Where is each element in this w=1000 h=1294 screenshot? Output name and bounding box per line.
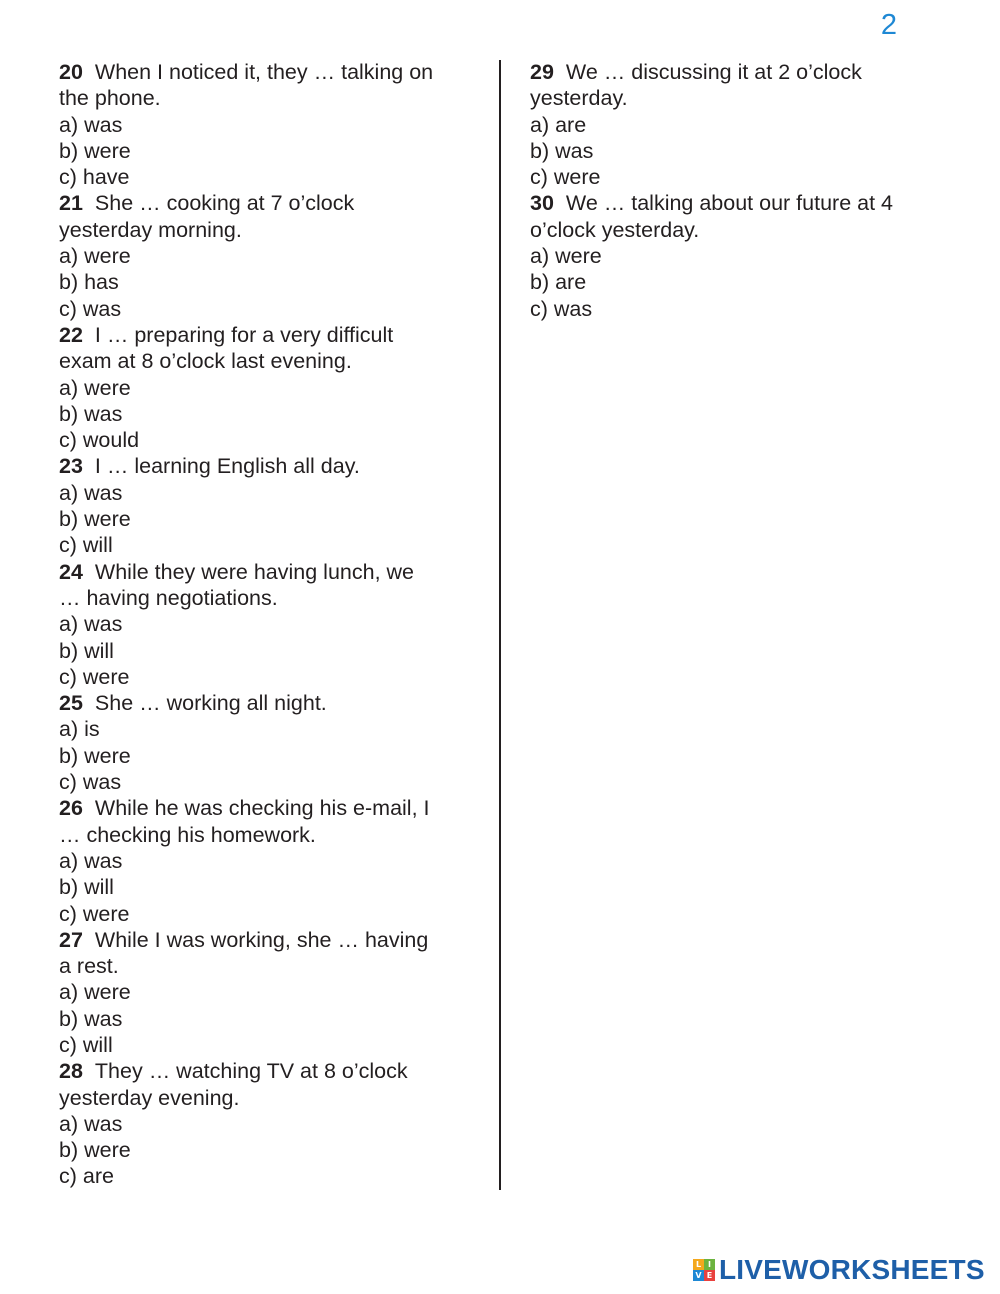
- liveworksheets-logo-icon: [693, 1259, 715, 1281]
- question-text: While he was checking his e-mail, I: [94, 796, 430, 821]
- question-text: We … discussing it at 2 o’clock: [565, 60, 862, 84]
- question-text-line: [59, 453, 479, 479]
- question-29: [530, 59, 950, 190]
- logo-icon-letter: L: [693, 1259, 704, 1270]
- question-20: [59, 59, 479, 190]
- question-25: [59, 690, 479, 795]
- answer-option[interactable]: a) were: [530, 244, 602, 269]
- answer-option[interactable]: b) was: [59, 401, 123, 426]
- answer-option[interactable]: c) was: [59, 770, 122, 795]
- question-text: I … learning English all day.: [94, 454, 360, 479]
- answer-option[interactable]: c) was: [530, 296, 593, 321]
- answer-option[interactable]: c) was: [59, 296, 122, 321]
- left-column: [59, 59, 479, 1190]
- column-divider: [499, 60, 501, 1190]
- answer-option[interactable]: b) were: [59, 1138, 131, 1163]
- answer-option[interactable]: a) is: [59, 717, 100, 742]
- question-27: [59, 927, 479, 1058]
- question-text-line: [59, 85, 479, 111]
- question-number: 22: [59, 322, 83, 347]
- question-text-line: [530, 85, 950, 111]
- question-text: We … talking about our future at 4: [565, 191, 893, 216]
- question-text-line: [59, 190, 479, 216]
- question-text: the phone.: [59, 86, 161, 111]
- question-text-line: [530, 190, 950, 216]
- liveworksheets-logo: [693, 1255, 985, 1285]
- answer-option[interactable]: a) were: [59, 375, 131, 400]
- answer-option[interactable]: c) would: [59, 428, 140, 453]
- question-text: yesterday morning.: [59, 217, 242, 242]
- question-text: When I noticed it, they … talking on: [94, 60, 434, 84]
- question-text: exam at 8 o’clock last evening.: [59, 349, 352, 374]
- question-number: 24: [59, 559, 83, 584]
- question-text-line: [59, 322, 479, 348]
- answer-option[interactable]: c) were: [59, 901, 130, 926]
- answer-option[interactable]: b) were: [59, 138, 131, 163]
- question-number: 20: [59, 60, 83, 84]
- answer-option[interactable]: c) were: [530, 165, 601, 190]
- answer-option[interactable]: a) was: [59, 612, 123, 637]
- question-number: 29: [530, 60, 554, 84]
- question-28: [59, 1058, 479, 1189]
- page-number: 2: [880, 9, 897, 41]
- question-text-line: [59, 559, 479, 585]
- answer-option[interactable]: c) will: [59, 533, 113, 558]
- question-text-line: [59, 1058, 479, 1084]
- question-text: While I was working, she … having: [94, 927, 429, 952]
- question-text-line: [59, 348, 479, 374]
- answer-option[interactable]: b) will: [59, 875, 114, 900]
- answer-option[interactable]: c) were: [59, 664, 130, 689]
- answer-option[interactable]: a) was: [59, 1111, 123, 1136]
- answer-option[interactable]: b) has: [59, 270, 119, 295]
- logo-icon-letter: E: [704, 1270, 715, 1281]
- answer-option[interactable]: b) are: [530, 270, 587, 295]
- answer-option[interactable]: a) were: [59, 980, 131, 1005]
- answer-option[interactable]: b) will: [59, 638, 114, 663]
- question-text: o’clock yesterday.: [530, 217, 700, 242]
- question-text-line: [530, 59, 950, 85]
- question-text-line: [59, 59, 479, 85]
- answer-option[interactable]: b) were: [59, 507, 131, 532]
- logo-text: LIVEWORKSHEETS: [719, 1254, 985, 1285]
- question-text-line: [59, 585, 479, 611]
- question-number: 30: [530, 191, 554, 216]
- answer-option[interactable]: c) will: [59, 1032, 113, 1057]
- question-22: [59, 322, 479, 453]
- question-text-line: [59, 1085, 479, 1111]
- question-text: I … preparing for a very difficult: [94, 322, 394, 347]
- question-number: 23: [59, 454, 83, 479]
- question-number: 28: [59, 1059, 83, 1084]
- question-number: 26: [59, 796, 83, 821]
- logo-icon-letter: I: [704, 1259, 715, 1270]
- answer-option[interactable]: a) was: [59, 848, 123, 873]
- question-text: yesterday evening.: [59, 1085, 240, 1110]
- question-number: 21: [59, 191, 83, 216]
- question-text-line: [59, 927, 479, 953]
- answer-option[interactable]: a) was: [59, 112, 123, 137]
- answer-option[interactable]: b) was: [530, 138, 594, 163]
- question-30: [530, 190, 950, 321]
- question-number: 27: [59, 927, 83, 952]
- question-text: She … cooking at 7 o’clock: [94, 191, 355, 216]
- answer-option[interactable]: a) was: [59, 480, 123, 505]
- question-text: … checking his homework.: [59, 822, 316, 847]
- answer-option[interactable]: b) were: [59, 743, 131, 768]
- question-text-line: [59, 822, 479, 848]
- question-text: She … working all night.: [94, 691, 327, 716]
- question-26: [59, 795, 479, 926]
- question-text: They … watching TV at 8 o’clock: [94, 1059, 408, 1084]
- question-text: a rest.: [59, 954, 119, 979]
- question-text: yesterday.: [530, 86, 628, 111]
- answer-option[interactable]: a) are: [530, 112, 587, 137]
- answer-option[interactable]: c) have: [59, 165, 130, 190]
- question-text-line: [59, 795, 479, 821]
- question-21: [59, 190, 479, 321]
- question-text-line: [59, 690, 479, 716]
- answer-option[interactable]: a) were: [59, 244, 131, 269]
- question-23: [59, 453, 479, 558]
- question-number: 25: [59, 691, 83, 716]
- question-text: While they were having lunch, we: [94, 559, 414, 584]
- answer-option[interactable]: c) are: [59, 1164, 114, 1189]
- logo-icon-letter: V: [693, 1270, 704, 1281]
- answer-option[interactable]: b) was: [59, 1006, 123, 1031]
- question-text-line: [530, 217, 950, 243]
- question-text: … having negotiations.: [59, 585, 278, 610]
- question-text-line: [59, 217, 479, 243]
- question-text-line: [59, 953, 479, 979]
- right-column: [530, 59, 950, 322]
- question-24: [59, 559, 479, 690]
